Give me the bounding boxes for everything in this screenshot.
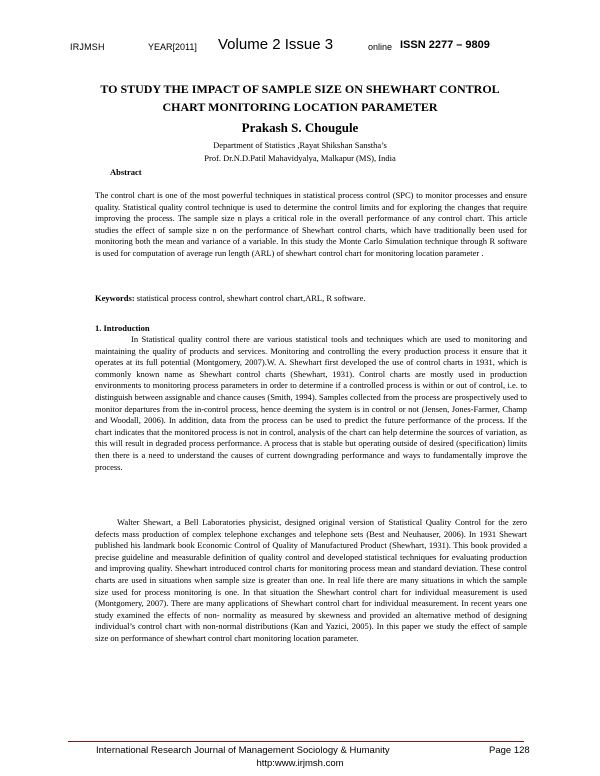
affiliation-line: Department of Statistics ,Rayat Shikshan Sanstha’s bbox=[213, 140, 387, 150]
abstract-text: The control chart is one of the most powerful techniques in statistical process control (SPC) to monitor processes and ensure quality. Statistical quality control technique is used to determine the control limits and for exploring the changes that require improving the process. The sample size n plays a critical role in the overall performance of any control chart. This article studies the effect of sample size n on the performance of Shewhart control charts, which have traditionally been used for monitoring both the mean and variance of a variable. In this study the Monte Carlo Simulation technique through R software is used for computation of average run length (ARL) of shewhart control chart for monitoring location parameter . bbox=[95, 190, 527, 258]
affiliation-line: Prof. Dr.N.D.Patil Mahavidyalya, Malkapur (MS), India bbox=[204, 153, 396, 163]
paper-title: TO STUDY THE IMPACT OF SAMPLE SIZE ON SHEWHART CONTROL CHART MONITORING LOCATION PARAMETER bbox=[100, 82, 500, 114]
page-number: Page 128 bbox=[489, 745, 530, 756]
running-header bbox=[0, 38, 600, 58]
section-heading: 1. Introduction bbox=[95, 323, 150, 333]
keywords bbox=[95, 293, 527, 305]
keywords-label: Keywords: bbox=[95, 293, 135, 303]
keywords-text: statistical process control, shewhart control chart,ARL, R software. bbox=[134, 293, 366, 303]
abstract-heading: Abstract bbox=[110, 167, 142, 177]
header-volume-issue: Volume 2 Issue 3 bbox=[218, 36, 334, 53]
header-issn: ISSN 2277 – 9809 bbox=[400, 39, 490, 51]
header-year: YEAR[2011] bbox=[148, 42, 197, 52]
paragraph: Walter Shewart, a Bell Laboratories physicist, designed original version of Statistical Quality Control for the zero defects mass production of complex telephone exchanges and telephone sets (Best and Neuhauser, 2006). In 1931 Shewart published his landmark book Economic Control of Quality of Manufactured Product (Shewhart, 1931). This book provided a precise guideline and measurable definition of quality control and developed statistical techniques for evaluating production and improving quality. Shewhart introduced control charts for monitoring process mean and standard deviation. These control charts are used in situations when sample size is greater than one. In real life there are many situations in which the sample size used for process monitoring is one. In that situation the Shewhart control chart for individual measurement is used (Montgomery, 2007). There are many applications of Shewhart control chart for individual measurement. In recent years one study examined the effects of non- normality as measured by skewness and provided an alternative method of designing individual’s control chart with non-normal distributions (Kan and Yazici, 2005). In this paper we study the effect of sample size on performance of shewhart control chart monitoring location parameter. bbox=[95, 517, 527, 643]
author-name: Prakash S. Chougule bbox=[241, 120, 359, 135]
header-journal: IRJMSH bbox=[70, 42, 105, 52]
paragraph: In Statistical quality control there are various statistical tools and techniques which are used to monitoring and maintaining the quality of products and services. Monitoring and controlling the every production process it ensure that it operates at its full potential (Montgomery, 2007).W. A. Shewhart first developed the use of control charts in 1931, which is commonly known name as Shewhart control charts (Shewhart, 1931). Control charts are mostly used in production environments to monitoring process parameters in order to determine if a controlled process is within or out of control, i.e. to distinguish between assignable and chance causes (Smith, 1994). Samples collected from the process are prospectively used to monitor departures from the in-control process, hence deeming the system is in control or not (Jensen, Jones-Farmer, Champ and Woodall, 2006). In addition, data from the process can be used to predict the future performance of the process. If the chart indicates that the monitored process is not in control, analysis of the chart can help determine the sources of variation, as this will result in degraded process performance. A process that is stable but operating outside of desired (specification) limits then there is a need to understand the causes of current downgrading performance and ways to fundamentally improve the process. bbox=[95, 334, 527, 472]
footer-journal: International Research Journal of Management Sociology & Humanity bbox=[96, 745, 390, 756]
header-online: online bbox=[368, 42, 393, 52]
footer-url: http:www.irjmsh.com bbox=[256, 758, 344, 769]
footer-rule bbox=[68, 741, 524, 742]
